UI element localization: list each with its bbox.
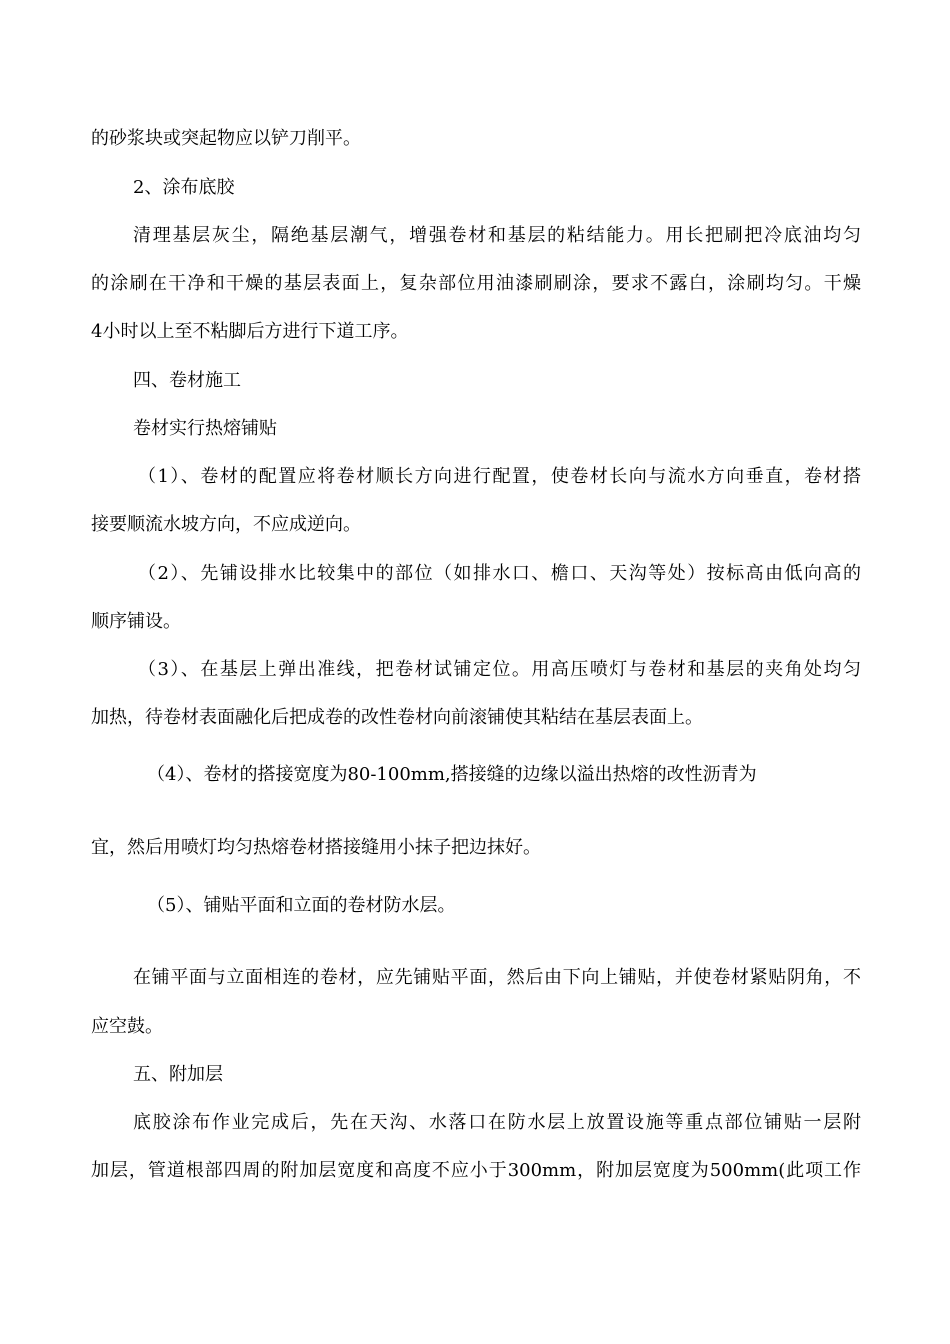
list-item-line: （5）、铺贴平面和立面的卷材防水层。 (147, 895, 456, 916)
paragraph-line: 卷材实行热熔铺贴 (133, 418, 277, 439)
section-heading: 四、卷材施工 (133, 370, 241, 391)
paragraph-line: 的砂浆块或突起物应以铲刀削平。 (91, 128, 361, 149)
paragraph-line: 4小时以上至不粘脚后方进行下道工序。 (91, 321, 409, 342)
list-item-line: （4）、卷材的搭接宽度为80-100mm,搭接缝的边缘以溢出热熔的改性沥青为 (147, 764, 757, 785)
paragraph-line: 加层，管道根部四周的附加层宽度和高度不应小于300mm，附加层宽度为500mm(此项工作 (91, 1160, 861, 1181)
list-item-line: （3）、在基层上弹出准线，把卷材试铺定位。用高压喷灯与卷材和基层的夹角处均匀 (138, 659, 861, 680)
section-heading: 五、附加层 (133, 1064, 223, 1085)
paragraph-line: 的涂刷在干净和干燥的基层表面上，复杂部位用油漆刷刷涂，要求不露白，涂刷均匀。干燥 (91, 273, 861, 294)
list-item-line: （1）、卷材的配置应将卷材顺长方向进行配置，使卷材长向与流水方向垂直，卷材搭 (138, 466, 861, 487)
paragraph-line: 清理基层灰尘，隔绝基层潮气，增强卷材和基层的粘结能力。用长把刷把冷底油均匀 (133, 225, 861, 246)
paragraph-line: 应空鼓。 (91, 1016, 163, 1037)
paragraph-line: 在铺平面与立面相连的卷材，应先铺贴平面，然后由下向上铺贴，并使卷材紧贴阴角，不 (133, 967, 861, 988)
paragraph-line: 底胶涂布作业完成后，先在天沟、水落口在防水层上放置设施等重点部位铺贴一层附 (133, 1112, 861, 1133)
list-item-line: 接要顺流水坡方向，不应成逆向。 (91, 514, 361, 535)
list-item-line: 宜，然后用喷灯均匀热熔卷材搭接缝用小抹子把边抹好。 (91, 837, 541, 858)
section-heading: 2、涂布底胶 (133, 177, 235, 198)
list-item-line: （2）、先铺设排水比较集中的部位（如排水口、檐口、天沟等处）按标高由低向高的 (138, 563, 861, 584)
list-item-line: 顺序铺设。 (91, 611, 181, 632)
list-item-line: 加热，待卷材表面融化后把成卷的改性卷材向前滚铺使其粘结在基层表面上。 (91, 707, 703, 728)
